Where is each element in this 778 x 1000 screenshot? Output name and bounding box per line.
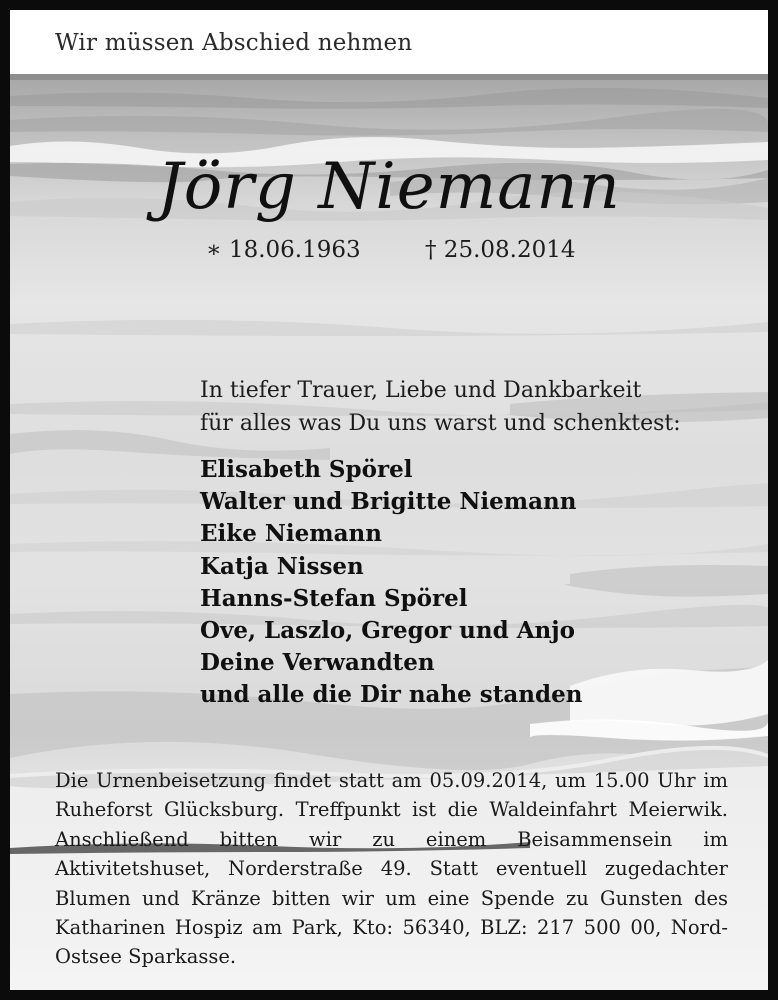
mourners-list <box>200 454 582 712</box>
mourner-name: Elisabeth Spörel <box>200 456 413 483</box>
mourning-intro <box>200 374 681 440</box>
mourner-name: Hanns-Stefan Spörel <box>200 584 468 612</box>
mourner-name: und alle die Dir nahe standen <box>200 681 583 709</box>
deceased-name: Jörg Niemann <box>157 150 621 224</box>
intro-line: für alles was Du uns warst und schenktest: <box>200 411 681 436</box>
birth-date: ∗ 18.06.1963 <box>206 237 361 263</box>
intro-line: In tiefer Trauer, Liebe und Dankbarkeit <box>200 378 642 403</box>
mourner-name: Eike Niemann <box>200 520 382 548</box>
mourner-name: Walter und Brigitte Niemann <box>200 488 577 516</box>
mourner-name: Deine Verwandten <box>200 649 435 677</box>
funeral-notice: Die Urnenbeisetzung findet statt am 05.09.2014, um 15.00 Uhr im Ruheforst Glücksburg. Treffpunkt ist die Waldeinfahrt Meierwik. Anschließend bitten wir zu einem Beisammensein im Aktivitetshuset, Norderstraße 49. Statt eventuell zugedachter Blumen und Kränze bitten wir um eine Spende zu Gunsten des Katharinen Hospiz am Park, Kto: 56340, BLZ: 217 500 00, Nord-Ostsee Sparkasse. <box>55 769 728 969</box>
mourner-name: Katja Nissen <box>200 552 364 580</box>
death-date: † 25.08.2014 <box>425 237 576 263</box>
mourner-name: Ove, Laszlo, Gregor und Anjo <box>200 617 575 645</box>
header-text: Wir müssen Abschied nehmen <box>55 30 413 56</box>
